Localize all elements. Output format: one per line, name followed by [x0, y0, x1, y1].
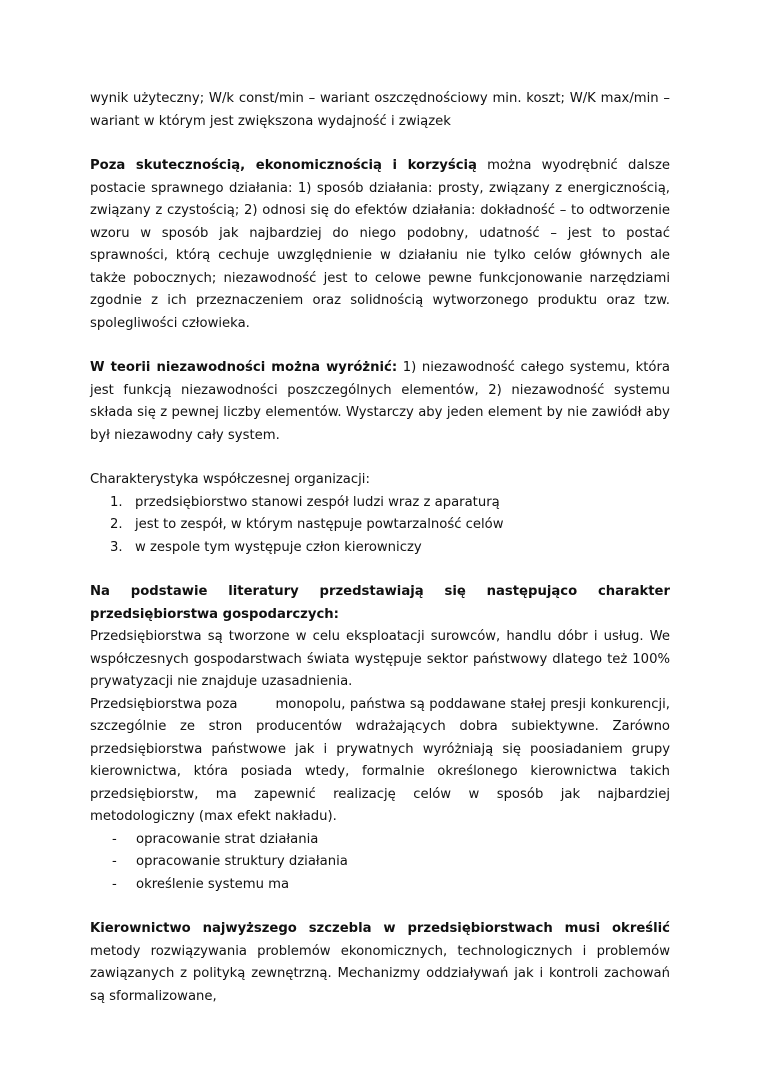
dash-bullet: - [112, 876, 117, 892]
paragraph-rest: monopolu, państwa są poddawane stałej presji konkurencji, szczególnie ze stron producentów wdrażających dobra subiektywne. Zarówno przedsiębiorstwa państwowe jak i prywatnych wyróżniają się poosiadaniem grupy kierownictwa, która posiada wtedy, formalnie określonego kierownictwa takich przedsiębiorstw, ma zapewnić realizację celów w sposób jak najbardziej metodologiczny (max efekt nakładu). [90, 696, 670, 824]
paragraph-text: 1) niezawodność całego systemu, która jest funkcją niezawodności poszczególnych elementów, 2) niezawodność systemu składa się z pewnej liczby elementów. Wystarczy aby jeden element by nie zawiódł aby był niezawodny cały system. [90, 360, 670, 443]
list-item-text: jest to zespół, w którym następuje powtarzalność celów [135, 517, 504, 532]
list-number: 2. [110, 517, 123, 532]
section-heading-text: przedsiębiorstwa gospodarczych: [90, 606, 339, 622]
list-item [90, 829, 670, 852]
paragraph-text: można wyodrębnić dalsze postacie sprawnego działania: 1) sposób działania: prosty, związany z energicznością, związany z czystością; 2) odnosi się do efektów działania: dokładność – to odtworzenie wzoru w sposób jak najbardziej do niego podobny, udatność – jest to postać sprawności, którą cechuje uwzględnienie w działaniu nie tylko celów głównych ale także pobocznych; niezawodność jest to celowe pewne funkcjonowanie narzędziami zgodnie z ich przeznaczeniem oraz solidnością wytworzonego produktu oraz tzw. spolegliwości człowieka. [90, 158, 670, 331]
list-item-text: opracowanie strat działania [136, 831, 319, 847]
paragraph-start: Przedsiębiorstwa poza [90, 696, 238, 712]
dash-list [90, 829, 670, 897]
paragraph-wynik: wynik użyteczny; W/k const/min – wariant oszczędnościowy min. koszt; W/K max/min – wariant w którym jest zwiększona wydajność i związek [90, 91, 670, 129]
bold-lead: Kierownictwo najwyższego szczebla w przedsiębiorstwach musi określić [90, 921, 670, 936]
paragraph-teoria-niezawodnosci [90, 357, 670, 447]
list-item-text: opracowanie struktury działania [136, 854, 348, 869]
dash-bullet: - [112, 854, 117, 869]
list-item-text: przedsiębiorstwo stanowi zespół ludzi wraz z aparaturą [135, 494, 500, 510]
bold-lead: Poza skutecznością, ekonomicznością i korzyścią [90, 158, 477, 173]
list-number: 1. [110, 494, 123, 510]
org-heading: Charakterystyka współczesnej organizacji: [90, 472, 370, 487]
list-number: 3. [110, 539, 123, 555]
section-heading-text: Na podstawie literatury przedstawiają się następująco charakter [90, 584, 670, 599]
list-item [90, 492, 670, 515]
list-item [90, 514, 670, 537]
paragraph-postacie-sprawnego-dzialania [90, 155, 670, 335]
org-numbered-list [90, 492, 670, 560]
paragraph-przedsiebiorstwa-poza [90, 694, 670, 829]
bold-lead: W teorii niezawodności można wyróżnić: [90, 360, 398, 375]
list-item-text: określenie systemu ma [136, 876, 290, 892]
list-item [90, 851, 670, 874]
paragraph-przedsiebiorstwa-tworzone: Przedsiębiorstwa są tworzone w celu eksploatacji surowców, handlu dóbr i usług. We współczesnych gospodarstwach świata występuje sektor państwowy dlatego też 100% prywatyzacji nie znajduje uzasadnienia. [90, 629, 670, 689]
section-heading-line1 [90, 581, 670, 604]
paragraph-text: metody rozwiązywania problemów ekonomicznych, technologicznych i problemów zawiązanych z polityką zewnętrzną. Mechanizmy oddziaływań jak i kontroli zachowań są sformalizowane, [90, 943, 670, 1004]
section-heading-line2 [90, 604, 670, 627]
list-item-text: w zespole tym występuje człon kierowniczy [135, 539, 422, 555]
list-item [90, 537, 670, 560]
list-item [90, 874, 670, 897]
paragraph-kierownictwo [90, 918, 670, 1008]
document-body [90, 88, 670, 1008]
dash-bullet: - [112, 831, 117, 847]
